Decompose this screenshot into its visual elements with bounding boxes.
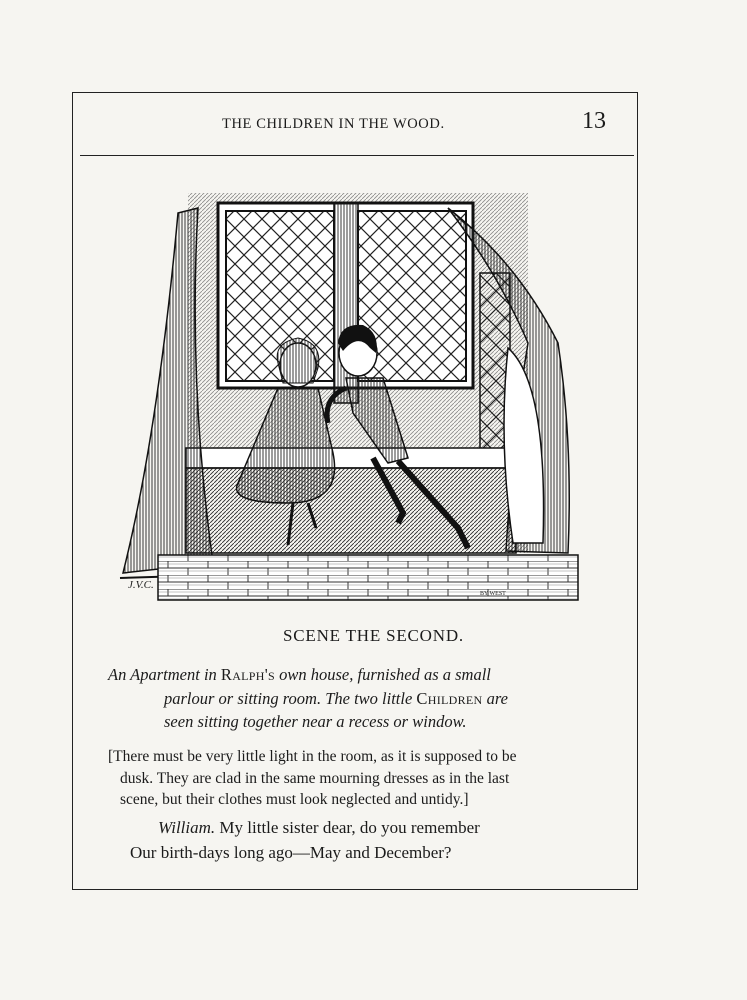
dialogue xyxy=(130,816,610,865)
dialogue-line-2: Our birth-days long ago—May and December? xyxy=(130,842,452,862)
direction-text: own house, furnished as a small xyxy=(275,665,491,684)
header-rule xyxy=(80,155,634,156)
stage-direction-line-1 xyxy=(108,663,608,687)
speaker-name: William. xyxy=(158,818,216,837)
bracketed-note xyxy=(108,746,608,811)
stage-direction xyxy=(108,663,608,734)
dialogue-text: My little sister dear, do you remember xyxy=(215,818,480,837)
note-line-3: scene, but their clothes must look neglected and untidy.] xyxy=(120,791,469,808)
note-line-2: dusk. They are clad in the same mourning dresses as in the last xyxy=(120,769,510,787)
stage-direction-line-2 xyxy=(108,687,608,711)
stage-direction-line-3: seen sitting together near a recess or window. xyxy=(164,712,467,731)
page-number: 13 xyxy=(582,108,606,134)
running-header xyxy=(74,96,636,154)
direction-text: An Apartment in xyxy=(108,665,221,684)
character-name-ralph: Ralph's xyxy=(220,665,275,684)
engraving-illustration xyxy=(118,183,590,608)
note-line-1: [There must be very little light in the room, as it is supposed to be xyxy=(108,748,517,765)
dialogue-line-1 xyxy=(130,816,610,841)
engraver-signature-right: BY WEST xyxy=(480,591,506,597)
direction-text: parlour or sitting room. The two little xyxy=(164,688,417,708)
artist-signature-left: J.V.C. xyxy=(128,579,154,591)
running-title: THE CHILDREN IN THE WOOD. xyxy=(222,116,445,132)
direction-text: are xyxy=(482,688,509,708)
character-name-children: Children xyxy=(416,688,483,708)
scene-heading: SCENE THE SECOND. xyxy=(283,626,464,645)
